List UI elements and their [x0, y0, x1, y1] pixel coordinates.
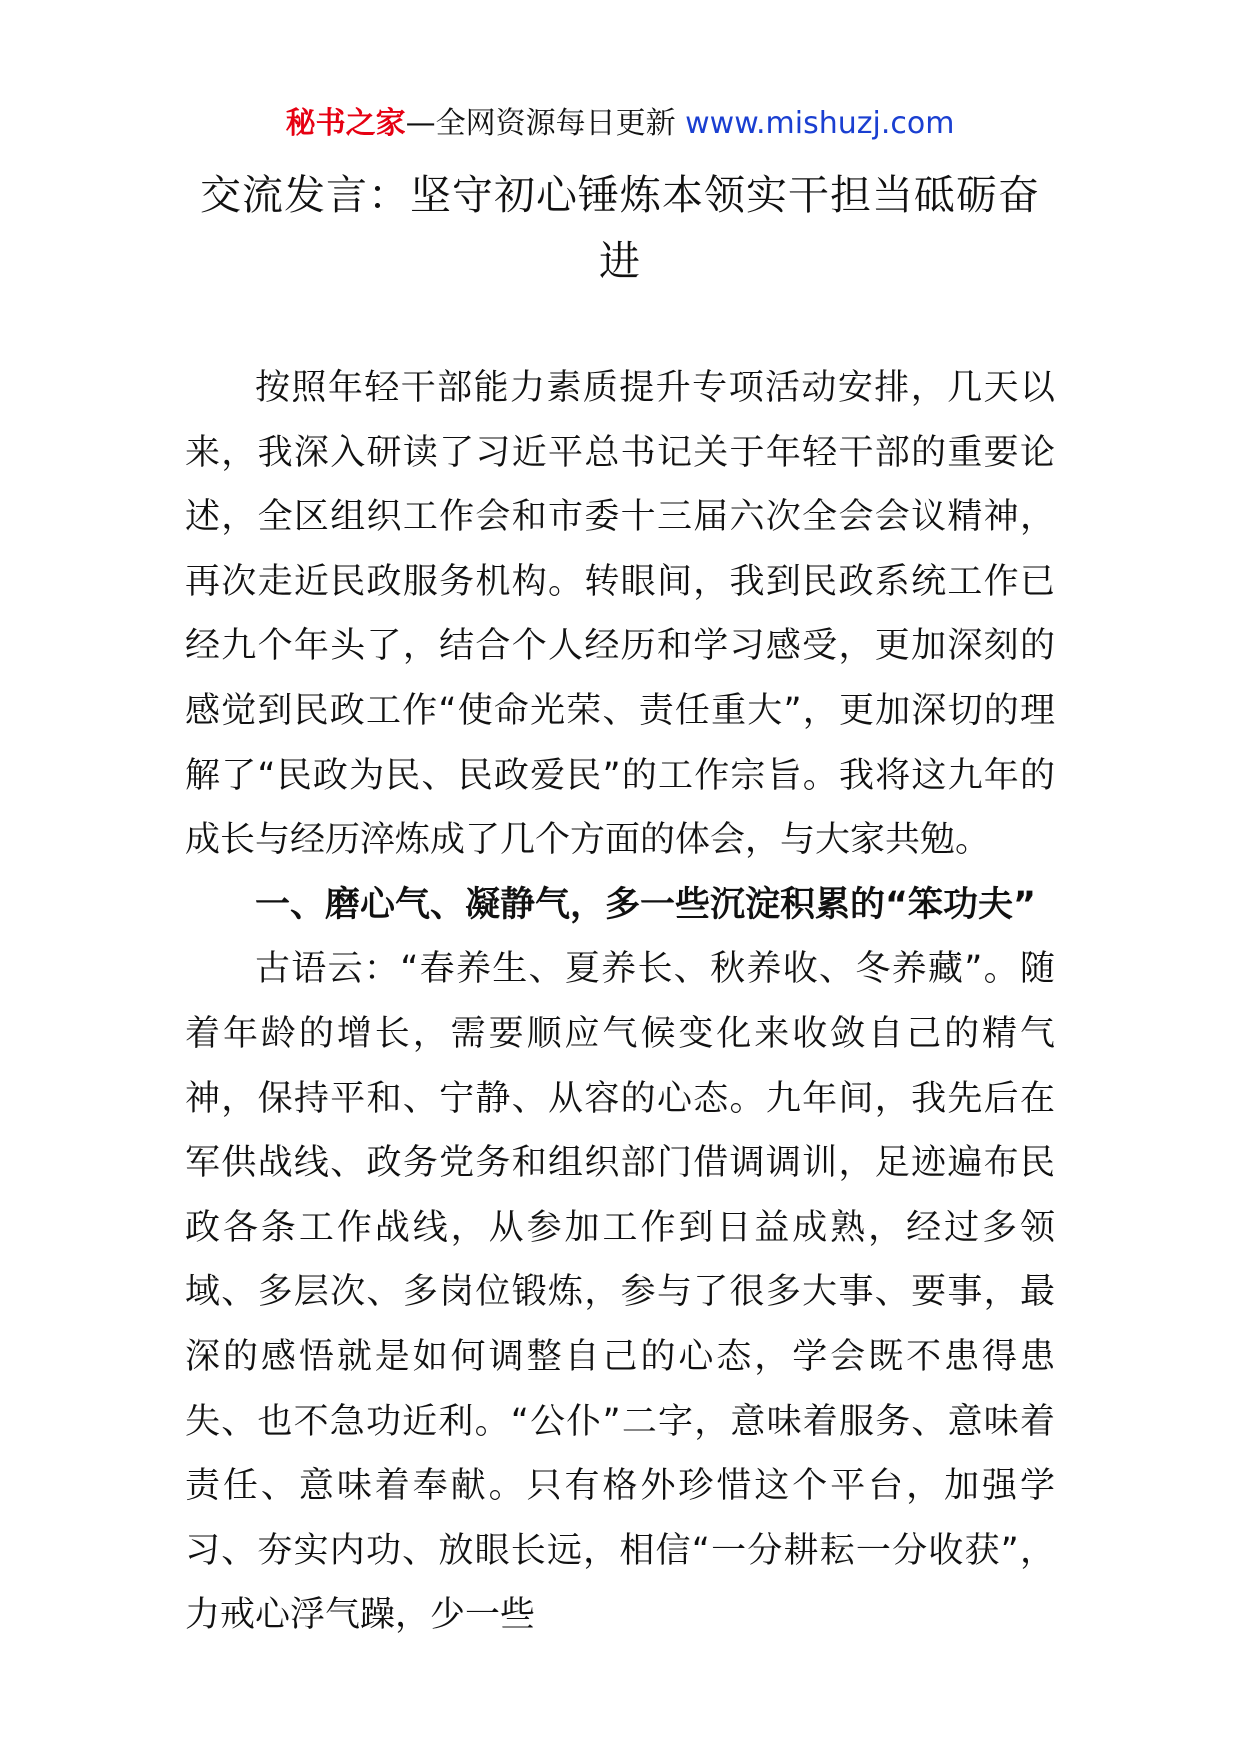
document-title: 交流发言：坚守初心锤炼本领实干担当砥砺奋进: [200, 171, 1040, 285]
website-link[interactable]: www.mishuzj.com: [685, 106, 955, 141]
section-1-paragraph: 古语云：“春养生、夏养长、秋养收、冬养藏”。随着年龄的增长，需要顺应气候变化来收敛自己的精气神，保持平和、宁静、从容的心态。九年间，我先后在军供战线、政务党务和组织部门借调调训，足迹遍布民政各条工作战线，从参加工作到日益成熟，经过多领域、多层次、多岗位锻炼，参与了很多大事、要事，最深的感悟就是如何调整自己的心态，学会既不患得患失、也不急功近利。“公仆”二字，意味着服务、意味着责任、意味着奉献。只有格外珍惜这个平台，加强学习、夯实内功、放眼长远，相信“一分耕耘一分收获”，力戒心浮气躁，少一些: [185, 949, 1055, 1636]
brand-name: 秘书之家: [285, 106, 406, 141]
document-body: [185, 356, 1055, 1648]
section-heading-1: 一、磨心气、凝静气，多一些沉淀积累的“笨功夫”: [255, 884, 1037, 925]
intro-paragraph: 按照年轻干部能力素质提升专项活动安排，几天以来，我深入研读了习近平总书记关于年轻干部的重要论述，全区组织工作会和市委十三届六次全会会议精神，再次走近民政服务机构。转眼间，我到民政系统工作已经九个年头了，结合个人经历和学习感受，更加深刻的感觉到民政工作“使命光荣、责任重大”，更加深切的理解了“民政为民、民政爱民”的工作宗旨。我将这九年的成长与经历淬炼成了几个方面的体会，与大家共勉。: [185, 368, 1055, 861]
site-header: [0, 100, 1240, 148]
header-tagline: —全网资源每日更新: [405, 106, 686, 141]
